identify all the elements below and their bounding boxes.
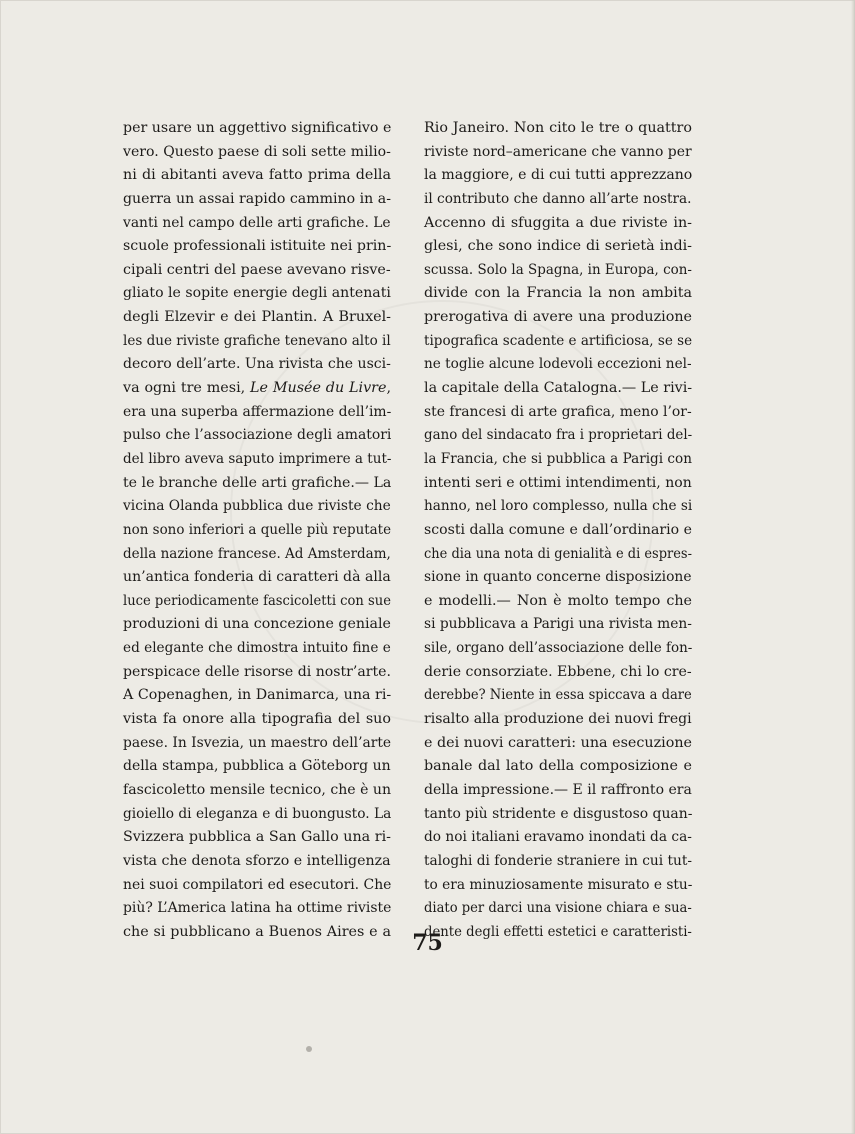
text-line: vista che denota sforzo e intelligenza <box>123 852 391 869</box>
text-line: sile, organo dell’associazione delle fon- <box>424 640 693 657</box>
right-text-column <box>424 117 692 944</box>
text-line: che dia una nota di genialità e di espres- <box>424 545 692 562</box>
text-line: diato per darci una visione chiara e sua- <box>424 900 692 917</box>
text-line: vanti nel campo delle arti grafiche. Le <box>123 214 391 231</box>
text-line: vero. Questo paese di soli sette milio- <box>123 143 391 160</box>
text-line: divide con la Francia la non ambita <box>424 285 692 302</box>
left-text-column <box>123 117 391 944</box>
text-line: della nazione francese. Ad Amsterdam, <box>123 545 391 562</box>
text-line: banale dal lato della composizione e <box>424 758 692 775</box>
magazine-title: Le Musée du Livre <box>250 380 387 397</box>
text-line: più? L’America latina ha ottime riviste <box>123 900 392 917</box>
text-line: la Francia, che si pubblica a Parigi con <box>424 450 692 467</box>
text-line: dente degli effetti estetici e caratteristi- <box>424 923 692 940</box>
text-line: scussa. Solo la Spagna, in Europa, con- <box>424 261 692 278</box>
text-line: prerogativa di avere una produzione <box>424 309 692 326</box>
text-line: tipografica scadente e artificiosa, se se <box>424 332 693 349</box>
scan-speck <box>306 1046 312 1052</box>
text-line: intenti seri e ottimi intendimenti, non <box>424 474 692 491</box>
text-line: della stampa, pubblica a Göteborg un <box>123 758 391 775</box>
text-line: Svizzera pubblica a San Gallo una ri- <box>123 829 391 846</box>
text-line: A Copenaghen, in Danimarca, una ri- <box>123 687 392 704</box>
text-line: tanto più stridente e disgustoso quan- <box>424 805 693 822</box>
text-line: Rio Janeiro. Non cito le tre o quattro <box>424 120 692 136</box>
text-line: luce periodicamente fascicoletti con sue <box>123 592 392 609</box>
text-line: derie consorziate. Ebbene, chi lo cre- <box>424 663 692 680</box>
text-line: la capitale della Catalogna.— Le rivi- <box>424 380 693 397</box>
text-line: gano del sindacato fra i proprietari del- <box>424 427 693 444</box>
text-line: degli Elzevir e dei Plantin. A Bruxel- <box>123 309 391 326</box>
text-line: cipali centri del paese avevano risve- <box>123 261 391 278</box>
text-line: vicina Olanda pubblica due riviste che <box>123 498 391 515</box>
text-line: nei suoi compilatori ed esecutori. Che <box>123 876 392 893</box>
text-line: do noi italiani eravamo inondati da ca- <box>424 829 692 846</box>
text-line: derebbe? Niente in essa spiccava a dare <box>424 687 692 704</box>
text-line: gioiello di eleganza e di buongusto. La <box>123 805 392 822</box>
text-line: si pubblicava a Parigi una rivista men- <box>424 616 692 633</box>
text-line: Accenno di sfuggita a due riviste in- <box>424 214 692 231</box>
text-line: ste francesi di arte grafica, meno l’or- <box>424 403 692 420</box>
text-line: e dei nuovi caratteri: una esecuzione <box>424 734 692 751</box>
text-line: della impressione.— E il raffronto era <box>424 781 692 798</box>
text-line: to era minuziosamente misurato e stu- <box>424 876 693 893</box>
text-line: per usare un aggettivo significativo e <box>123 120 392 136</box>
text-line: sione in quanto concerne disposizione <box>424 569 692 586</box>
text-line: la maggiore, e di cui tutti apprezzano <box>424 167 693 184</box>
text-line: il contributo che danno all’arte nostra. <box>424 190 692 207</box>
text-line: ne toglie alcune lodevoli eccezioni nel- <box>424 356 692 373</box>
text-line: che si pubblicano a Buenos Aires e a <box>123 923 391 940</box>
text-line: scosti dalla comune e dall’ordinario e <box>424 521 692 538</box>
text-line: hanno, nel loro complesso, nulla che si <box>424 498 693 515</box>
text-line: e modelli.— Non è molto tempo che <box>424 592 692 609</box>
text-line: perspicace delle risorse di nostr’arte. <box>123 663 392 680</box>
text-line: ed elegante che dimostra intuito fine e <box>123 640 391 657</box>
text-line: un’antica fonderia di caratteri dà alla <box>123 569 391 586</box>
text-line: fascicoletto mensile tecnico, che è un <box>123 781 392 798</box>
text-line: glesi, che sono indice di serietà indi- <box>424 238 692 255</box>
text-line: era una superba affermazione dell’im- <box>123 403 392 420</box>
text-line: produzioni di una concezione geniale <box>123 616 391 633</box>
text-line: scuole professionali istituite nei prin- <box>123 238 392 255</box>
text-line: vista fa onore alla tipografia del suo <box>123 711 391 728</box>
text-line: ni di abitanti aveva fatto prima della <box>123 167 391 184</box>
text-line: guerra un assai rapido cammino in a- <box>123 190 391 207</box>
text-line: risalto alla produzione dei nuovi fregi <box>424 711 692 728</box>
text-line: decoro dell’arte. Una rivista che usci- <box>123 356 391 373</box>
text-line: non sono inferiori a quelle più reputate <box>123 521 392 538</box>
page-edge <box>851 0 855 1134</box>
text-line: del libro aveva saputo imprimere a tut- <box>123 450 392 467</box>
text-line: va ogni tre mesi, Le Musée du Livre, <box>123 380 391 397</box>
text-line: te le branche delle arti grafiche.— La <box>123 474 392 491</box>
text-line: gliato le sopite energie degli antenati <box>123 285 391 302</box>
text-line: taloghi di fonderie straniere in cui tut- <box>424 852 693 869</box>
text-line: paese. In Isvezia, un maestro dell’arte <box>123 734 392 751</box>
page-number: 75 <box>412 930 443 956</box>
text-line: riviste nord–americane che vanno per <box>424 143 692 160</box>
text-line: pulso che l’associazione degli amatori <box>123 427 392 444</box>
text-line: les due riviste grafiche tenevano alto il <box>123 332 391 349</box>
